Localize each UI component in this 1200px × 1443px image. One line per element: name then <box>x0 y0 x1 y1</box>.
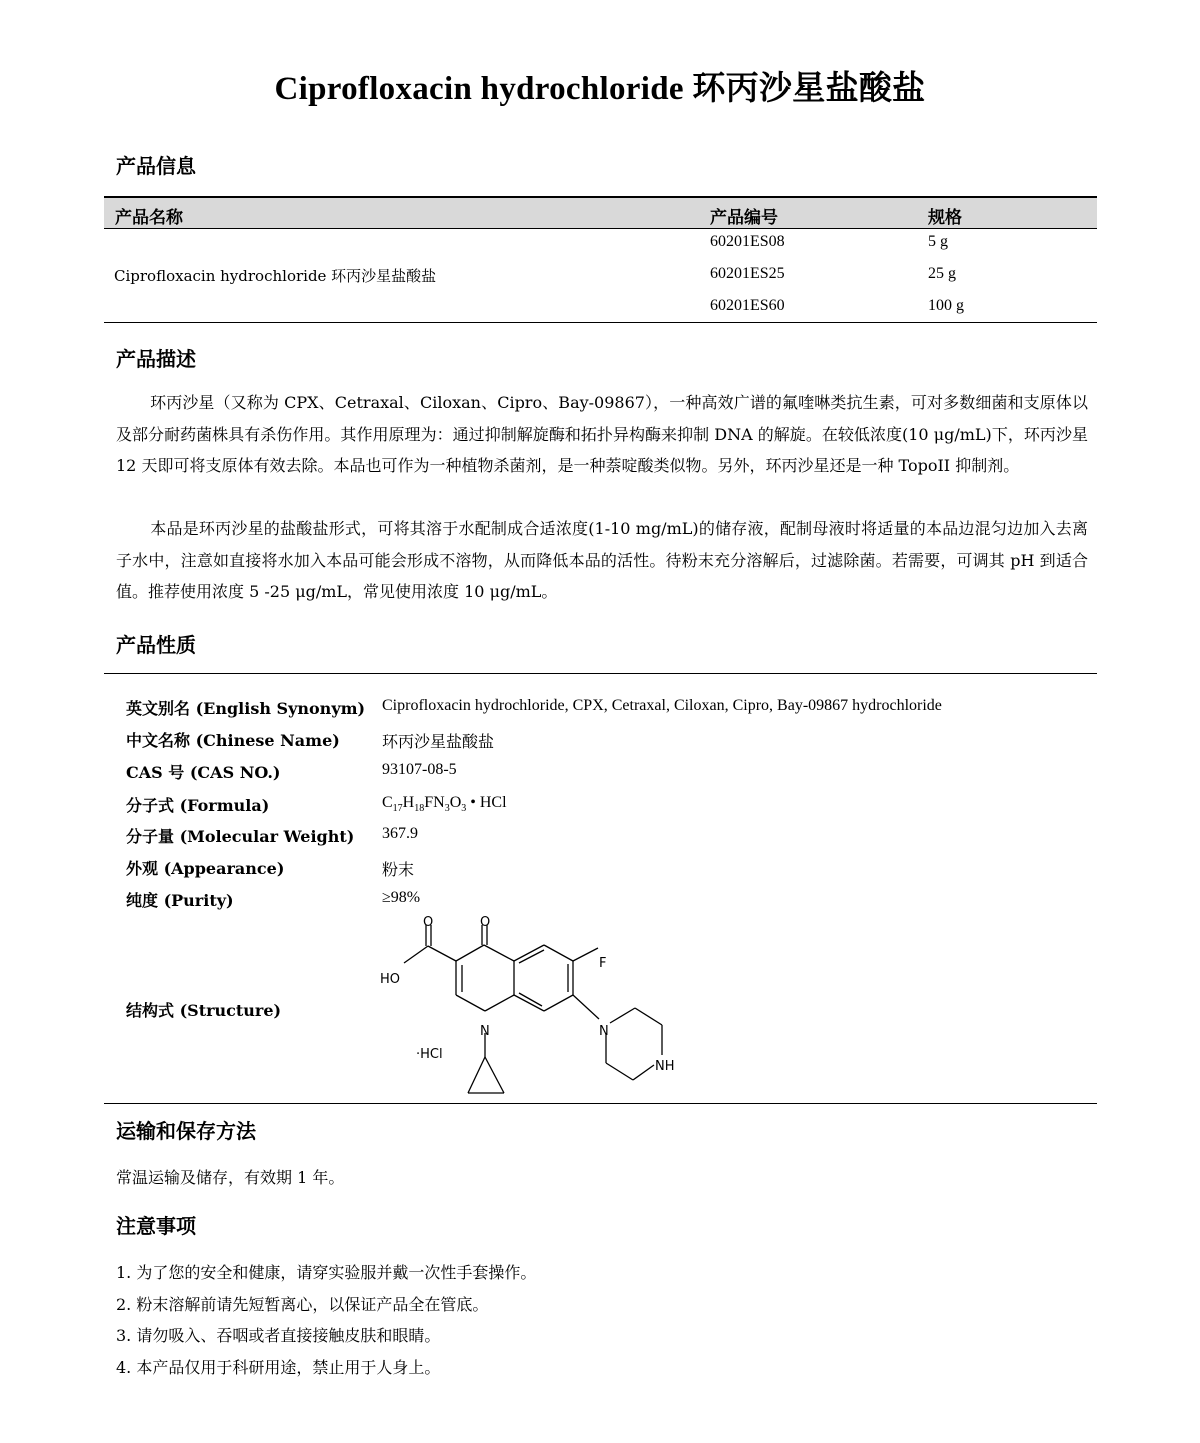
product-code-cell: 60201ES60 <box>710 297 785 314</box>
atom-label: N <box>599 1024 609 1039</box>
structure-diagram <box>370 915 700 1100</box>
page-title: Ciprofloxacin hydrochloride 环丙沙星盐酸盐 <box>274 71 926 107</box>
product-spec-cell: 100 g <box>928 297 964 314</box>
value-cas: 93107-08-5 <box>382 761 457 778</box>
list-item: 4. 本产品仅用于科研用途，禁止用于人身上。 <box>116 1358 441 1377</box>
properties-bottom-rule <box>104 1103 1097 1104</box>
table-bottom-rule <box>104 322 1097 323</box>
label-formula: 分子式 (Formula) <box>126 796 270 815</box>
section-heading-storage: 运输和保存方法 <box>116 1119 256 1143</box>
section-heading-properties: 产品性质 <box>116 633 196 657</box>
product-spec-cell: 25 g <box>928 265 956 282</box>
atom-label: HO <box>380 972 401 987</box>
section-heading-product-info: 产品信息 <box>116 154 196 178</box>
label-appearance: 外观 (Appearance) <box>126 859 285 878</box>
value-appearance: 粉末 <box>382 862 415 879</box>
atom-label: NH <box>655 1059 675 1074</box>
header-spec: 规格 <box>928 208 962 228</box>
value-english-synonym: Ciprofloxacin hydrochloride, CPX, Cetraxal, Ciloxan, Cipro, Bay-09867 hydrochloride <box>382 697 942 714</box>
atom-label: N <box>480 1024 490 1039</box>
label-cas: CAS 号 (CAS NO.) <box>126 763 281 782</box>
header-product-name: 产品名称 <box>115 208 183 228</box>
section-heading-description: 产品描述 <box>116 347 196 371</box>
value-formula: $C_{17}H_{18}FN_3O_3$ • HCl <box>382 794 507 815</box>
label-structure: 结构式 (Structure) <box>126 1001 282 1020</box>
product-code-cell: 60201ES25 <box>710 265 785 282</box>
label-chinese-name: 中文名称 (Chinese Name) <box>126 731 340 750</box>
description-paragraph-1 <box>116 387 1088 482</box>
product-name-cell: Ciprofloxacin hydrochloride 环丙沙星盐酸盐 <box>114 267 437 285</box>
product-table-header <box>104 196 1097 229</box>
atom-label: O <box>480 915 491 930</box>
list-item: 3. 请勿吸入、吞咽或者直接接触皮肤和眼睛。 <box>116 1326 441 1345</box>
label-molecular-weight: 分子量 (Molecular Weight) <box>126 827 355 846</box>
atom-label: F <box>599 956 607 971</box>
description-text-2: 本品是环丙沙星的盐酸盐形式，可将其溶于水配制成合适浓度(1-10 mg/mL)的储存液，配制母液时将适量的本品边混匀边加入去离子水中，注意如直接将水加入本品可能会形成不溶物，从而降低本品的活性。待粉末充分溶解后，过滤除菌。若需要，可调其 pH 到适合值。推荐使用浓度 5 -25 μg/mL，常见使用浓度 10 μg/mL。 <box>116 519 1088 601</box>
value-molecular-weight: 367.9 <box>382 825 418 842</box>
label-english-synonym: 英文别名 (English Synonym) <box>126 699 366 718</box>
value-purity: ≥98% <box>382 889 421 906</box>
description-paragraph-2 <box>116 513 1088 608</box>
header-product-code: 产品编号 <box>710 208 778 228</box>
label-purity: 纯度 (Purity) <box>126 891 234 910</box>
storage-text: 常温运输及储存，有效期 1 年。 <box>116 1168 345 1187</box>
list-item: 2. 粉末溶解前请先短暂离心，以保证产品全在管底。 <box>116 1295 489 1314</box>
properties-top-rule <box>104 673 1097 674</box>
salt-label: ·HCl <box>416 1047 443 1062</box>
structure-bonds <box>404 925 662 1093</box>
product-code-cell: 60201ES08 <box>710 233 785 250</box>
list-item: 1. 为了您的安全和健康，请穿实验服并戴一次性手套操作。 <box>116 1263 537 1282</box>
description-text-1: 环丙沙星（又称为 CPX、Cetraxal、Ciloxan、Cipro、Bay-09867），一种高效广谱的氟喹啉类抗生素，可对多数细菌和支原体以及部分耐药菌株具有杀伤作用。其作用原理为：通过抑制解旋酶和拓扑异构酶来抑制 DNA 的解旋。在较低浓度(10 μg/mL)下，环丙沙星 12 天即可将支原体有效去除。本品也可作为一种植物杀菌剂，是一种萘啶酸类似物。另外，环丙沙星还是一种 TopoII 抑制剂。 <box>116 393 1088 475</box>
section-heading-notes: 注意事项 <box>116 1214 196 1238</box>
product-spec-cell: 5 g <box>928 233 948 250</box>
value-chinese-name: 环丙沙星盐酸盐 <box>382 734 495 751</box>
atom-label: O <box>423 915 434 930</box>
